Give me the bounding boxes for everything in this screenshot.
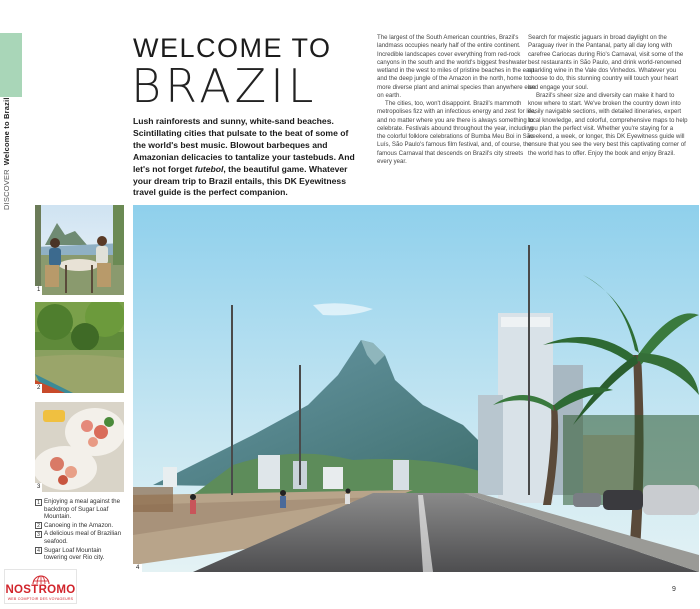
heading-line-1: WELCOME TO	[133, 33, 332, 63]
caption-number: 1	[35, 499, 42, 506]
logo-brand: NOSTROMO	[5, 584, 76, 596]
caption-text: Sugar Loaf Mountain towering over Rio city.	[44, 546, 105, 562]
caption-item	[35, 530, 125, 545]
photo-number: 4	[133, 564, 142, 572]
intro-text-b: , the beautiful game. Whatever your dream trip to Brazil entails, this DK Eyewitness travel guide is the perfect companion.	[133, 163, 348, 198]
intro-text-a: Lush rainforests and sunny, white-sand beaches. Scintillating cities that pulsate to the beat of some of the world's best music. Blowout barbeques and Amazonian delicacies to tantalize your tastebuds. And let's not forget	[133, 116, 355, 174]
sidebar-running-title	[2, 97, 11, 210]
photo-seafood	[35, 402, 124, 492]
photo-meal-sugarloaf	[35, 205, 124, 295]
section-label: DISCOVER	[2, 169, 11, 210]
caption-text: Canoeing in the Amazon.	[44, 521, 114, 529]
photo-amazon-canoe	[35, 302, 124, 393]
caption-text: A delicious meal of Brazilian seafood.	[44, 530, 122, 545]
caption-number: 2	[35, 522, 42, 529]
caption-item	[35, 522, 125, 530]
photo-number: 2	[37, 385, 41, 391]
caption-text: Enjoying a meal against the backdrop of Sugar Loaf Mountain.	[44, 498, 121, 521]
photo-number: 3	[37, 484, 41, 490]
photo-sugarloaf-rio-street	[133, 205, 699, 572]
intro-emphasis: futebol	[194, 163, 224, 174]
section-tab	[0, 33, 22, 97]
photo-number: 1	[37, 287, 41, 293]
body-paragraph: The cities, too, won't disappoint. Brazil's mammoth metropolises fizz with an infectious energy and zest for life, and no matter where you are there is always something to celebrate. Festivals abound throughout the year, including the colorful folklore celebrations of Bumba Meu Boi in São Luís, São Paulo's famous film festival, and, of course, the famous Carnaval that descends on Brazil's city streets every year.	[377, 100, 536, 165]
caption-item	[35, 498, 125, 521]
caption-item	[35, 547, 125, 562]
photo-captions	[35, 498, 125, 563]
heading-line-2: BRAZIL	[131, 59, 318, 113]
page-number: 9	[672, 586, 676, 593]
logo-tagline: WEB COMPTOIR DES VOYAGEURS	[7, 597, 74, 601]
body-column-1	[377, 34, 537, 166]
chapter-title: Welcome to Brazil	[2, 97, 11, 166]
body-paragraph: Search for majestic jaguars in broad daylight on the Paraguay river in the Pantanal, party all day long with carefree Cariocas during Rio's Carnaval, visit some of the best restaurants in São Paulo, and drink world-renowned sparkling wine in the Vale dos Vinhedos. Whatever you choose to do, this stunning country will touch your heart and engage your soul.	[528, 34, 684, 91]
body-paragraph: The largest of the South American countries, Brazil's landmass occupies nearly half of the entire continent. Incredible landscapes cover everything from red-rock canyons in the south and the world's biggest freshwater wetland in the west to miles of pristine beaches in the east and the deep jungle of the Amazon in the north, home to more diverse plant and animal species than anywhere else on earth.	[377, 34, 536, 99]
caption-number: 3	[35, 531, 42, 538]
watermark-logo	[4, 569, 77, 604]
body-paragraph: Brazil's sheer size and diversity can make it hard to know where to start. We've broken the country down into easily navigable sections, with detailed itineraries, expert local knowledge, and colorful, comprehensive maps to help you plan the perfect visit. Whether you're staying for a weekend, a week, or longer, this DK Eyewitness guide will ensure that you see the very best this captivating corner of the world has to offer. Enjoy the book and enjoy Brazil.	[528, 91, 688, 157]
caption-number: 4	[35, 547, 42, 554]
intro-paragraph	[133, 116, 361, 199]
body-column-2	[528, 34, 688, 158]
